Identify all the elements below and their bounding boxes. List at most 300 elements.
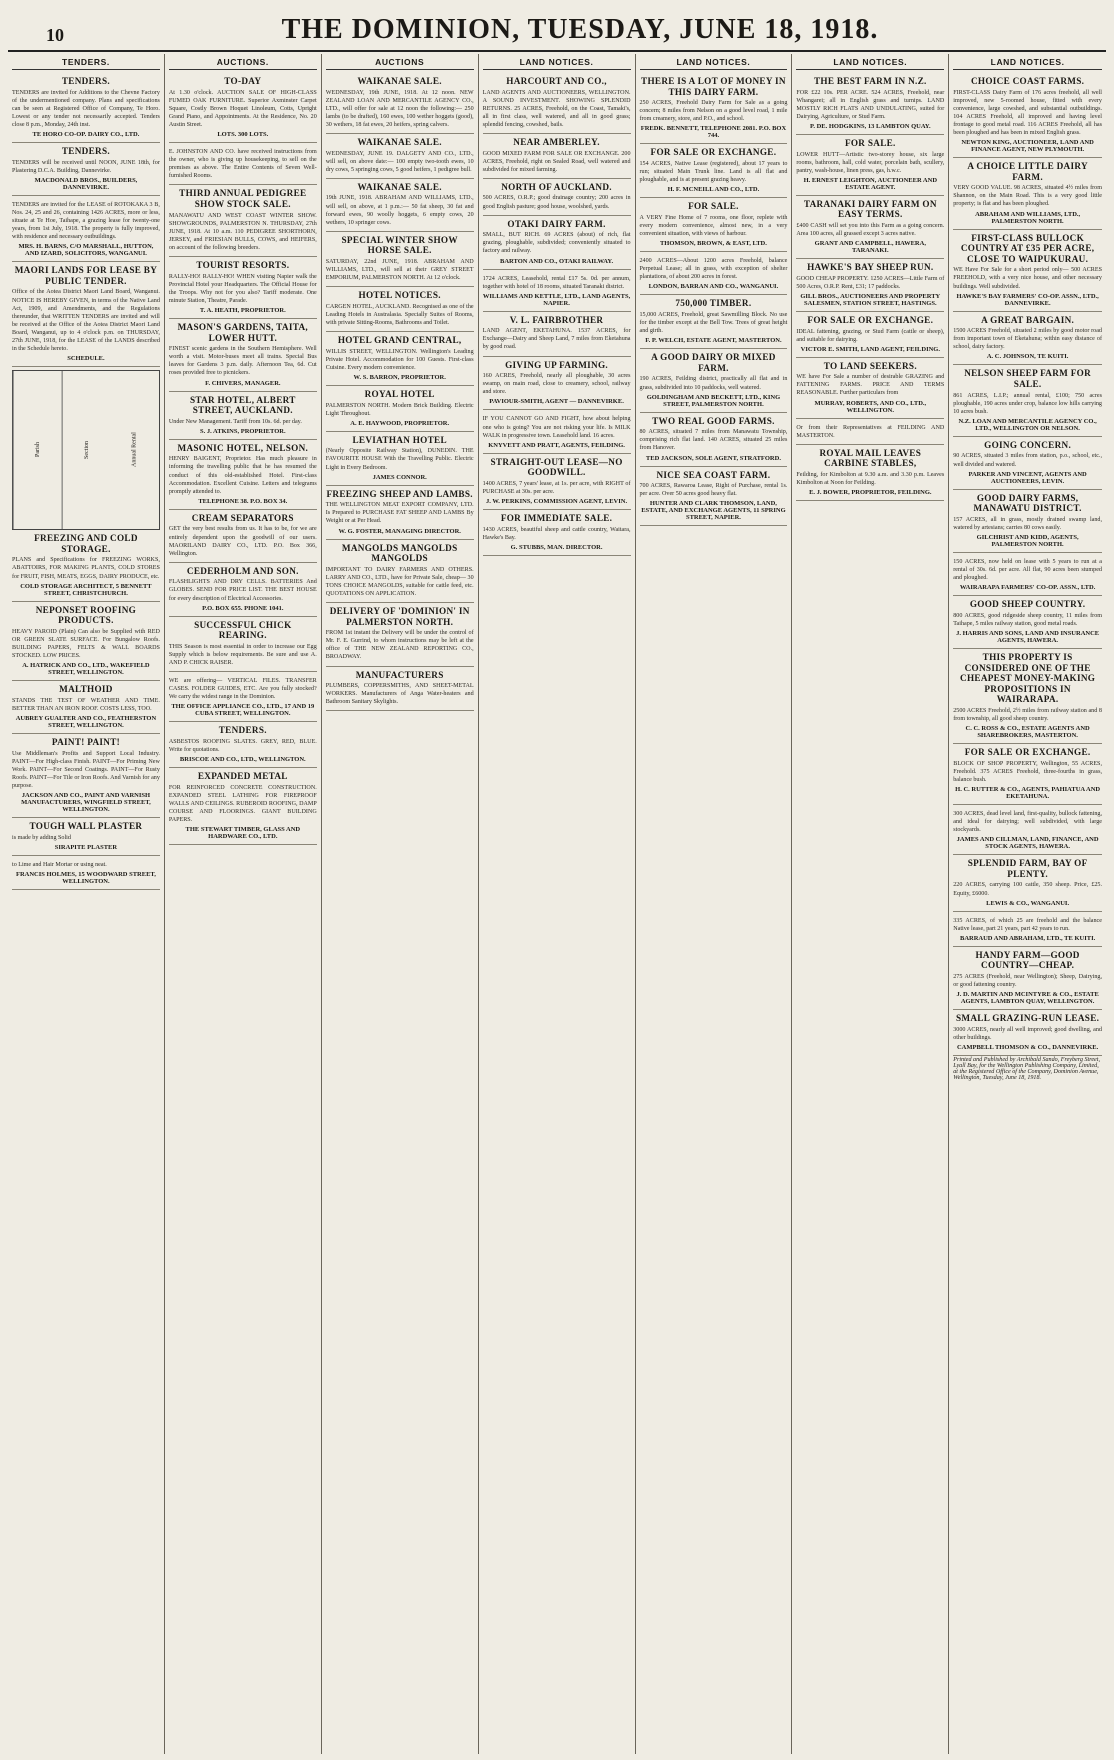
advertisement	[12, 734, 160, 818]
ad-body-text: BLOCK OF SHOP PROPERTY, Wellington, 55 ACRES, Freehold. 375 ACRES Freehold, three-fourths in grass, balance bush.	[953, 760, 1102, 783]
ad-title: DELIVERY OF 'DOMINION' IN PALMERSTON NORTH.	[329, 606, 470, 627]
ad-signature: NEWTON KING, AUCTIONEER, LAND AND FINANCE AGENT, NEW PLYMOUTH.	[961, 139, 1094, 154]
ad-body-text: E. JOHNSTON AND CO. have received instructions from the owner, who is giving up housekeeping, to sell on the premises as above. The Entire Contents of Seven Well-furnished Rooms.	[168, 149, 317, 180]
ad-body-text: CARGEN HOTEL, AUCKLAND. Recognised as one of the Leading Hotels in Australasia. Specially Suites of Rooms, with private Sitting-Rooms, Bathrooms and Toilet.	[325, 303, 474, 327]
advertisement	[169, 722, 317, 768]
ad-signature: T. A. HEATH, PROPRIETOR.	[199, 307, 286, 314]
advertisement	[169, 510, 317, 563]
ad-signature: THOMSON, BROWN, & EAST, LTD.	[659, 240, 767, 248]
column-heading: LAND NOTICES.	[796, 54, 944, 70]
advertisement	[169, 319, 317, 392]
ad-body-text: FOR REINFORCED CONCRETE CONSTRUCTION. EXPANDED STEEL LATHING FOR FIREPROOF WALLS AND CEILINGS. RUBEROID ROOFING, DAMP COURSE AND FLOORINGS. GIANT BUILDING PAPERS.	[168, 784, 317, 824]
ad-body-text: 861 ACRES, L.I.P.; annual rental, £100; 750 acres ploughable, 190 acres under crop, balance low hills carrying 10 acres bush.	[953, 392, 1102, 415]
ad-signature: ABRAHAM AND WILLIAMS, LTD., PALMERSTON NORTH.	[975, 210, 1081, 225]
ad-signature: FRANCIS HOLMES, 15 WOODWARD STREET, WELLINGTON.	[15, 870, 156, 885]
advertisement	[953, 437, 1102, 490]
ad-body-text: RALLY-HO! RALLY-HO! WHEN visiting Napier walk the Provincial Hotel your Headquarters. The Official House for the Troops. Why not for you also? Tariff moderate. One minute Station, Theatre, Parade.	[168, 273, 317, 304]
ad-title: LEVIATHAN HOTEL	[352, 434, 447, 445]
ad-title: TO-DAY	[224, 76, 262, 86]
ad-title: FREEZING AND COLD STORAGE.	[34, 533, 138, 554]
advertisement	[483, 134, 631, 179]
advertisement	[640, 73, 788, 144]
column-heading: LAND NOTICES.	[953, 54, 1102, 70]
advertisement	[326, 386, 474, 432]
ad-signature: S. J. ATKINS, PROPRIETOR.	[200, 427, 286, 435]
ad-body-text: 335 ACRES, of which 25 are freehold and the balance Native lease, part 21 years, part 42 years to run.	[953, 917, 1102, 932]
ad-signature: CAMPBELL THOMSON & CO., DANNEVIRKE.	[956, 1043, 1099, 1051]
advertisement	[953, 744, 1102, 805]
ad-title: FIRST-CLASS BULLOCK COUNTRY AT £35 PER ACRE, CLOSE TO WAIPUKURAU.	[960, 232, 1095, 264]
ad-title: SPECIAL WINTER SHOW HORSE SALE.	[341, 234, 458, 256]
ad-body-text: WEDNESDAY, 19th JUNE, 1918. At 12 noon. NEW ZEALAND LOAN AND MERCANTILE AGENCY CO., LTD., will offer for sale at 12 noon the following:— 250 lambs (to be drafted), 160 ewes, 100 wether hoggets (good), 30 wethers, 18 fat ewes, 20 heifers, spring calvers.	[325, 89, 474, 128]
schedule-table	[12, 370, 160, 530]
ad-body-text: IF YOU CANNOT GO AND FIGHT, how about helping one who is going? You are not risking your life. Is MILK WALK in progressive town. Leasehold land. 16 acres.	[482, 416, 631, 439]
ad-signature: GILL BROS., AUCTIONEERS AND PROPERTY SALESMEN, STATION STREET, HASTINGS.	[800, 292, 941, 307]
column-3	[322, 54, 479, 1754]
ad-signature: AUBREY GUALTER AND CO., FEATHERSTON STREET, WELLINGTON.	[15, 714, 157, 729]
ad-title: FOR SALE.	[688, 201, 739, 212]
advertisement	[796, 135, 944, 196]
advertisement	[953, 855, 1102, 911]
advertisement	[953, 649, 1102, 744]
column-heading: AUCTIONS	[326, 54, 474, 70]
ad-body-text: 250 ACRES, Freehold Dairy Farm for Sale as a going concern; 8 miles from Nelson on a good level road, 1 mile from creamery, store, and P.O., and school.	[639, 100, 788, 123]
ad-body-text: 2400 ACRES—About 1200 acres Freehold, balance Perpetual Lease; all in grass, with exception of shelter plantations, of about 200 acres in forest.	[639, 258, 788, 281]
column-1	[8, 54, 165, 1754]
newspaper-title: THE DOMINION, TUESDAY, JUNE 18, 1918.	[281, 14, 879, 45]
ad-signature: LONDON, BARRAN AND CO., WANGANUI.	[648, 283, 779, 291]
ad-body-text: Feilding, for Kimbolton at 9.30 a.m. and 3.30 p.m. Leaves Kimbolton at Noon for Feilding.	[796, 471, 945, 486]
ad-title: ROYAL HOTEL	[364, 389, 435, 400]
advertisement	[953, 596, 1102, 649]
ad-title: PAINT! PAINT!	[51, 736, 120, 747]
ad-signature: F. CHIVERS, MANAGER.	[205, 379, 281, 387]
ad-title: GOOD SHEEP COUNTRY.	[969, 599, 1086, 610]
ad-body-text: 300 ACRES, dead level land, first-quality, bullock fattening, and ideal for dairying; well subdivided, with large stockyards.	[953, 810, 1102, 834]
ad-title: MASON'S GARDENS, TAITA, LOWER HUTT.	[177, 322, 309, 343]
ad-body-text: FROM 1st instant the Delivery will be under the control of Mr. F. E. Gurrind, to whom instructions may be left at the office of THE NEW ZEALAND REPORTING CO., BROADWAY.	[325, 630, 474, 661]
ad-body-text: Use Middleman's Profits and Support Local Industry. PAINT—For High-class Finish. PAINT—For Priming New Work. PAINT—For Second Coatings. PAINT—For Rusty Roofs. PAINT—For Tile or Iron Roofs. And Varnish for any purpose.	[12, 750, 160, 789]
ad-title: MANGOLDS MANGOLDS MANGOLDS	[341, 542, 458, 564]
advertisement	[483, 410, 631, 453]
advertisement	[326, 486, 474, 540]
ad-title: A GOOD DAIRY OR MIXED FARM.	[651, 352, 776, 373]
advertisement	[640, 252, 788, 295]
ad-body-text: 1400 ACRES, 7 years' lease, at 1s. per acre, with RIGHT of PURCHASE at 30s. per acre.	[482, 480, 631, 495]
ad-signature: TED JACKSON, SOLE AGENT, STRATFORD.	[645, 454, 781, 462]
advertisement	[12, 602, 160, 682]
ad-title: HANDY FARM—GOOD COUNTRY—CHEAP.	[975, 949, 1080, 971]
ad-signature: PARKER AND VINCENT, AGENTS AND AUCTIONEERS, LEVIN.	[968, 470, 1087, 485]
ad-signature: MURRAY, ROBERTS, AND CO., LTD., WELLINGTON.	[814, 399, 927, 414]
ad-signature: F. P. WELCH, ESTATE AGENT, MASTERTON.	[645, 337, 782, 345]
advertisement	[796, 196, 944, 259]
advertisement	[169, 768, 317, 845]
ad-title: FOR SALE OR EXCHANGE.	[964, 747, 1091, 758]
advertisement	[953, 912, 1102, 947]
advertisement	[796, 445, 944, 501]
printer-imprint: Printed and Published by Archibald Sando, Freyberg Street, Lyall Bay, for the Wellington Publishing Company, Limited, at the Registered Office of the Company, Dominion Avenue, Wellington, Tuesday, June 18, 1918.	[953, 1056, 1100, 1081]
advertisement	[326, 232, 474, 287]
ad-body-text: VERY GOOD VALUE. 98 ACRES, situated 4½ miles from Shannon, on the Main Road. This is a very good little property; is flat and has been ploughed.	[953, 185, 1102, 208]
ad-body-text: 15,000 ACRES, Freehold, great Sawmilling Block. No use for the timber except at the Bell Tow. Trees of great height and girth.	[639, 312, 788, 335]
advertisement	[326, 540, 474, 604]
ad-title: STAR HOTEL, ALBERT STREET, AUCKLAND.	[189, 394, 296, 416]
schedule-column-header: Parish	[13, 371, 62, 529]
ad-title: FOR IMMEDIATE SALE.	[500, 513, 613, 524]
ad-title: FOR SALE.	[844, 137, 896, 148]
ad-signature: WILLIAMS AND KETTLE, LTD., LAND AGENTS, NAPIER.	[482, 292, 631, 307]
ad-body-text: 154 ACRES, Native Lease (registered), about 17 years to run; situated Main Trunk line. Land is all flat and ploughable, and is at present grazing heavy.	[639, 161, 788, 184]
ad-title: A CHOICE LITTLE DAIRY FARM.	[967, 161, 1088, 182]
ad-body-text: FOR £22 10s. PER ACRE. 524 ACRES, Freehold, near Whangarei; all in English grass and turnips. LAND MOSTLY RICH FLATS AND UNDULATING, suited for Dairying, Agriculture, or Stud Farm.	[796, 89, 945, 120]
ad-signature: HUNTER AND CLARK THOMSON, LAND, ESTATE, AND EXCHANGE AGENTS, 11 SPRING STREET, NAPIER.	[641, 500, 786, 522]
advertisement	[326, 603, 474, 667]
ad-body-text: At 1.30 o'clock. AUCTION SALE OF HIGH-CLASS FUMED OAK FURNITURE. Superior Axminster Carpet Square, Costly Brown Hoquet Linoleum, Cotts, Upright Grand Piano, and Appointments. At the Residence, No. 20 Austin Street.	[168, 89, 317, 128]
ad-signature: LOTS. 300 LOTS.	[217, 131, 269, 139]
ad-title: TENDERS.	[61, 146, 110, 157]
column-heading: LAND NOTICES.	[483, 54, 631, 70]
ad-body-text: IMPORTANT TO DAIRY FARMERS AND OTHERS. LARRY AND CO., LTD., have for Private Sale, cheap— 30 TONS CHOICE MANGOLDS, suitable for cattle feed, etc. QUOTATIONS ON APPLICATION.	[325, 566, 474, 597]
advertisement	[169, 257, 317, 319]
ad-signature: FREDK. BENNETT, TELEPHONE 2081. P.O. BOX 744.	[640, 125, 787, 140]
advertisement	[953, 312, 1102, 366]
ad-title: MALTHOID	[59, 684, 113, 695]
column-heading: TENDERS.	[12, 54, 160, 70]
advertisement	[169, 185, 317, 257]
advertisement	[169, 617, 317, 672]
ad-signature: HAWKE'S BAY FARMERS' CO-OP. ASSN., LTD., DANNEVIRKE.	[956, 292, 1099, 307]
ad-title: NEPONSET ROOFING PRODUCTS.	[35, 604, 137, 626]
ad-body-text: THIS Season is most essential in order to increase our Egg Supply which is below requirements. Be sure and use A. AND P. CHICK RAISER.	[168, 643, 317, 666]
ad-title: HARCOURT AND CO.,	[506, 76, 607, 86]
ad-signature: GILCHRIST AND KIDD, AGENTS, PALMERSTON NORTH.	[976, 534, 1079, 548]
advertisement	[483, 454, 631, 510]
ad-signature: C. C. ROSS & CO., ESTATE AGENTS AND SHAREBROKERS, MASTERTON.	[965, 725, 1090, 740]
ad-body-text: SATURDAY, 22nd JUNE, 1918. ABRAHAM AND WILLIAMS, LTD., will sell at their GREY STREET EMPORIUM, PALMERSTON NORTH. At 12 o'clock.	[325, 259, 474, 282]
ad-signature: MRS. H. BARNS, C/O MARSHALL, HUTTON, AND IZARD, SOLICITORS, WANGANUI.	[18, 243, 154, 258]
ad-signature: WAIRARAPA FARMERS' CO-OP. ASSN., LTD.	[959, 584, 1096, 592]
ad-signature: H. C. RUTTER & CO., AGENTS, PAHIATUA AND EKETAHUNA.	[955, 785, 1101, 800]
advertisement	[796, 259, 944, 312]
ad-title: GIVING UP FARMING.	[505, 359, 609, 370]
ad-signature: SIRAPITE PLASTER	[54, 843, 118, 851]
advertisement	[953, 230, 1102, 312]
advertisement	[953, 553, 1102, 596]
ad-body-text: 275 ACRES (Freehold, near Wellington); Sheep, Dairying, or good fattening country.	[953, 973, 1102, 989]
ad-title: HOTEL NOTICES.	[358, 290, 441, 301]
ad-body-text: 1500 ACRES Freehold, situated 2 miles by good motor road from important town of Eketahuna; within easy distance of school, dairy factory.	[953, 328, 1102, 351]
ad-title: TOURIST RESORTS.	[196, 260, 290, 271]
advertisement	[483, 270, 631, 312]
ad-title: TARANAKI DAIRY FARM ON EASY TERMS.	[803, 198, 937, 220]
ad-body-text: LAND AGENT, EKETAHUNA. 1537 ACRES, for Exchange—Dairy and Sheep Land, 7 miles from Eketahuna by good road.	[482, 328, 631, 351]
ad-signature: P.O. BOX 655. PHONE 1041.	[202, 604, 284, 612]
advertisement	[640, 144, 788, 198]
advertisement	[169, 73, 317, 143]
ad-title: WAIKANAE SALE.	[357, 76, 442, 86]
ad-title: SMALL GRAZING-RUN LEASE.	[955, 1013, 1100, 1024]
ad-title: TWO REAL GOOD FARMS.	[652, 415, 775, 426]
ad-title: NEAR AMBERLEY.	[513, 137, 600, 148]
ad-signature: A. C. JOHNSON, TE KUITI.	[986, 353, 1069, 361]
ad-signature: SCHEDULE.	[67, 355, 105, 363]
advertisement	[169, 672, 317, 722]
ad-body-text: Or from their Representatives at FEILDING AND MASTERTON.	[796, 424, 945, 439]
ad-signature: COLD STORAGE ARCHITECT, 5 BENNETT STREET, CHRISTCHURCH.	[20, 582, 152, 597]
ad-title: FOR SALE OR EXCHANGE.	[807, 314, 934, 325]
ad-title: HAWKE'S BAY SHEEP RUN.	[807, 262, 934, 273]
advertisement	[326, 73, 474, 134]
ad-title: CEDERHOLM AND SON.	[186, 565, 299, 576]
ad-title: GOING CONCERN.	[984, 439, 1072, 450]
ad-body-text: STANDS THE TEST OF WEATHER AND TIME. BETTER THAN AN IRON ROOF. COSTS LESS, TOO.	[12, 697, 160, 712]
ad-title: STRAIGHT-OUT LEASE—NO GOODWILL.	[490, 456, 623, 478]
advertisement	[169, 563, 317, 617]
advertisement	[326, 287, 474, 332]
advertisement	[483, 73, 631, 134]
ad-title: TENDERS.	[61, 76, 110, 86]
ad-title: THE BEST FARM IN N.Z.	[813, 76, 927, 86]
advertisement	[326, 432, 474, 486]
ad-body-text: 80 ACRES, situated 7 miles from Manawatu Township, comprising rich flat land. 140 ACRES, situated 25 miles from Hanover.	[639, 429, 788, 452]
ad-signature: BARRAUD AND ABRAHAM, LTD., TE KUITI.	[959, 934, 1096, 942]
advertisement	[796, 312, 944, 358]
ad-title: CHOICE COAST FARMS.	[970, 76, 1085, 86]
ad-title: MASONIC HOTEL, NELSON.	[177, 442, 309, 453]
ad-title: EXPANDED METAL	[197, 771, 288, 782]
ad-body-text: ASBESTOS ROOFING SLATES. GREY, RED, BLUE. Write for quotations.	[168, 738, 317, 754]
ad-body-text: 150 ACRES, now held on lease with 5 years to run at a rental of 30s. 6d. per acre. All flat, 90 acres been stumped and ploughed.	[953, 559, 1102, 582]
ad-body-text: 800 ACRES, good ridgeside sheep country, 11 miles from Taihape, 5 miles railway station, good metal roads.	[953, 612, 1102, 627]
ad-body-text: WEDNESDAY, JUNE 19. DALGETY AND CO., LTD., will sell, on above date:— 100 empty two-tooth ewes, 10 dry cows, 5 springing cows, 5 good heifers, 1 pedigree bull.	[325, 150, 474, 173]
ad-body-text: PLUMBERS, COPPERSMITHS, AND SHEET-METAL WORKERS. Manufacturers of Anga Water-heaters and Bathroom Sanitary Skylights.	[325, 683, 474, 706]
ad-body-text: TENDERS are invited for Additions to the Chevne Factory of the undermentioned company. Plans and specifications can be seen at Registered Office of Company, Te Horo. Lowest or any tender not necessarily accepted. Tenders close 8 p.m., Monday, 24th inst.	[12, 89, 160, 128]
ad-body-text: 3000 ACRES, nearly all well improved; good dwelling, and other buildings.	[953, 1026, 1102, 1041]
ad-title: TENDERS.	[218, 725, 267, 736]
ad-title: OTAKI DAIRY FARM.	[507, 218, 606, 229]
ad-signature: KNYVETT AND PRATT, AGENTS, FEILDING.	[488, 441, 625, 449]
ad-body-text: £400 CASH will set you into this Farm as a going concern. Area 100 acres, all grassed except 3 acres native.	[796, 222, 945, 238]
ad-body-text: WE have For Sale a number of desirable GRAZING and FATTENING FARMS. PRICE AND TERMS REASONABLE. Further particulars from	[796, 374, 945, 397]
advertisement	[953, 365, 1102, 436]
advertisement	[326, 134, 474, 179]
ad-body-text: WE are offering— VERTICAL FILES. TRANSFER CASES. FOLDER GUIDES, ETC. Are you fully stocked? We carry the widest range in the Dominion.	[168, 678, 317, 701]
advertisement	[796, 419, 944, 445]
ad-body-text: MANAWATU AND WEST COAST WINTER SHOW. SHOWGROUNDS, PALMERSTON N. THURSDAY, 27th JUNE, 1918. At 10 a.m. 110 PEDIGREE SHORTHORN, JERSEY, and FRIESIAN BULLS, COWS, and HEIFERS, on account of the following breeders.	[168, 212, 317, 251]
column-2	[165, 54, 322, 1754]
schedule-column-header: Annual Rental	[131, 432, 138, 468]
ad-body-text: IDEAL fattening, grazing, or Stud Farm (cattle or sheep), and suitable for dairying.	[796, 328, 945, 343]
ad-signature: J. W. PERKINS, COMMISSION AGENT, LEVIN.	[486, 498, 628, 506]
ad-title: THERE IS A LOT OF MONEY IN THIS DAIRY FARM.	[641, 76, 786, 97]
ad-body-text: (Nearly Opposite Railway Station), DUNEDIN. THE FAVOURITE HOUSE With the Travelling Public. Electric Light in Every Bedroom.	[325, 448, 474, 471]
advertisement	[326, 179, 474, 232]
ad-body-text: THE WELLINGTON MEAT EXPORT COMPANY, LTD. Is Prepared to PURCHASE FAT SHEEP AND LAMBS By Weight or at Per Head.	[325, 502, 474, 525]
ad-signature: E. J. BOWER, PROPRIETOR, FEILDING.	[809, 489, 932, 497]
ad-signature: H. ERNEST LEIGHTON, AUCTIONEER AND ESTATE AGENT.	[803, 176, 938, 191]
advertisement	[796, 73, 944, 135]
ad-signature: G. STUBBS, MAN. DIRECTOR.	[510, 543, 603, 551]
advertisement	[953, 158, 1102, 229]
advertisement	[12, 530, 160, 601]
advertisement	[12, 856, 160, 890]
ad-title: WAIKANAE SALE.	[357, 181, 442, 192]
ad-title: NORTH OF AUCKLAND.	[501, 181, 612, 192]
ad-title: MANUFACTURERS	[355, 669, 444, 680]
column-6	[792, 54, 949, 1754]
page-number: 10	[46, 25, 64, 45]
advertisement	[12, 818, 160, 856]
ad-body-text: 190 ACRES, Feilding district, practically all flat and in grass, subdivided into 10 paddocks, well watered.	[639, 376, 788, 391]
advertisement	[169, 440, 317, 510]
ad-signature: P. DE. HODGKINS, 13 LAMBTON QUAY.	[809, 122, 931, 130]
ad-body-text: GOOD CHEAP PROPERTY. 1250 ACRES—Little Farm of 500 Acres, O.R.P. Rent, £31; 17 paddocks.	[796, 275, 945, 290]
column-4	[479, 54, 636, 1754]
ad-body-text: FLASHLIGHTS AND DRY CELLS. BATTERIES And GLOBES. SEND FOR PRICE LIST. THE BEST HOUSE for every description of Electrical Accessories.	[168, 579, 317, 602]
advertisement	[953, 1010, 1102, 1056]
ad-body-text: 500 ACRES, O.R.P.; good drainage country; 200 acres in good English pasture; good house, woolshed, yards.	[482, 195, 631, 210]
advertisement	[326, 332, 474, 386]
ad-body-text: is made by adding Solid	[12, 834, 71, 841]
ad-body-text: HENRY BAIGENT, Proprietor. Has much pleasure in informing the travelling public that he has resumed the conduct of this old-established Hotel. First-class Accommodation. Excellent Cuisine. Letters and telegrams promptly attended to.	[168, 456, 317, 495]
ad-signature: J. D. MARTIN AND MCINTYRE & CO., ESTATE AGENTS, LAMBTON QUAY, WELLINGTON.	[956, 991, 1099, 1006]
ad-signature: BARTON AND CO., OTAKI RAILWAY.	[499, 257, 614, 265]
ad-signature: TE HORO CO-OP. DAIRY CO., LTD.	[32, 131, 140, 139]
ad-title: GOOD DAIRY FARMS, MANAWATU DISTRICT.	[973, 492, 1082, 514]
ad-signature: PAVIOUR-SMITH, AGENT — DANNEVIRKE.	[489, 398, 624, 406]
ad-title: TO LAND SEEKERS.	[823, 360, 917, 371]
ad-body-text: 160 ACRES, Freehold, nearly all ploughable, 30 acres swamp, on main road, close to creamery, school, railway and store.	[482, 373, 631, 396]
ad-signature: GRANT AND CAMPBELL, HAWERA, TARANAKI.	[814, 240, 926, 255]
advertisement	[953, 805, 1102, 855]
ad-signature: THE STEWART TIMBER, GLASS AND HARDWARE CO., LTD.	[185, 826, 301, 841]
advertisement	[12, 143, 160, 196]
ad-body-text: TENDERS are invited for the LEASE of ROTOKAKA 3 B, Nos. 24, 25 and 26, containing 1426 ACRES, more or less, situate at Te Hoe, Taihape, a grazing lease for twenty-one years, from 1st July, 1918. The property is fully improved, with residence and necessary outbuildings.	[12, 201, 160, 241]
ad-body-text: 1430 ACRES, beautiful sheep and cattle country, Waitara, Hawke's Bay.	[482, 526, 631, 541]
ad-signature: H. F. MCNEILL AND CO., LTD.	[667, 186, 760, 194]
advertisement	[12, 681, 160, 734]
ad-title: HOTEL GRAND CENTRAL,	[337, 335, 462, 346]
ad-signature: JACKSON AND CO., PAINT AND VARNISH MANUFACTURERS, WINGFIELD STREET, WELLINGTON.	[21, 791, 151, 813]
ad-body-text: WILLIS STREET, WELLINGTON. Wellington's Leading Private Hotel. Accommodation for 100 Guests. First-class Cuisine. Every modern convenience.	[325, 348, 474, 371]
ad-body-text: 1724 ACRES, Leasehold, rental £17 5s. 0d. per annum, together with hotel of 18 rooms, situated Taranaki district.	[482, 275, 631, 290]
advertisement	[326, 667, 474, 712]
ad-body-text: 90 ACRES, situated 3 miles from station, p.o., school, etc., well divided and watered.	[953, 453, 1102, 468]
advertisement	[169, 143, 317, 185]
advertisement	[796, 358, 944, 419]
column-7	[949, 54, 1106, 1754]
ad-body-text: 19th JUNE, 1918. ABRAHAM AND WILLIAMS, LTD., will sell, on above, at 1 p.m.:— 50 fat sheep, 30 fat and forward ewes, 90 woolly hoggets, 6 empty cows, 20 wethers, 10 springer cows.	[325, 195, 474, 226]
ad-signature: N.Z. LOAN AND MERCANTILE AGENCY CO., LTD., WELLINGTON OR NELSON.	[958, 417, 1097, 432]
advertisement	[483, 179, 631, 216]
ad-signature: A. E. HAYWOOD, PROPRIETOR.	[350, 419, 450, 427]
advertisement	[483, 312, 631, 357]
ad-title: SUCCESSFUL CHICK REARING.	[194, 619, 292, 641]
ad-body-text: Office of the Aotea District Maori Land Board, Wanganui. NOTICE IS HEREBY GIVEN, in terms of the Native Land Act, 1909, and Amendments, and the Regulations thereunder, that WRITTEN TENDERS are invited and will be received at the Office of the Aotea District Maori Land Board, Wanganui, up to 4 o'clock p.m. on THURSDAY, 27th JUNE, 1918, for the LEASE of the LANDS described in the Schedule hereto.	[12, 289, 160, 353]
ad-title: MAORI LANDS FOR LEASE BY PUBLIC TENDER.	[14, 265, 158, 286]
ad-signature: W. S. BARRON, PROPRIETOR.	[353, 374, 446, 382]
advertisement	[953, 490, 1102, 553]
column-heading: LAND NOTICES.	[640, 54, 788, 70]
column-heading: AUCTIONS.	[169, 54, 317, 70]
ad-body-text: HEAVY PAROID (Plain) Can also be Supplied with RED OR GREEN SLATE SURFACE. For Bungalow Roofs. BUILDING PAPERS, FELTS & WALL BOARDS STOCKED. LOW PRICES.	[12, 628, 160, 660]
ad-signature: VICTOR E. SMITH, LAND AGENT, FEILDING.	[800, 345, 940, 353]
ad-title: TOUGH WALL PLASTER	[29, 820, 143, 831]
ad-body-text: PLANS and Specifications for FREEZING WORKS, ABATTOIRS, FOR MAKING PLANTS, COLD STORES for FRUIT, FISH, MEATS, EGGS, DAIRY PRODUCE, etc.	[12, 557, 160, 580]
ad-body-text: TENDERS will be received until NOON, JUNE 18th, for Plastering D.C.A. Building, Dannevirke.	[12, 159, 160, 174]
ad-body-text: A VERY Fine Home of 7 rooms, one floor, replete with every modern convenience, almost new, in a very convenient situation, with views of harbour.	[639, 214, 788, 238]
advertisement	[640, 295, 788, 349]
ad-body-text: Under New Management. Tariff from 10s. 6d. per day.	[168, 418, 302, 425]
ad-signature: BRISCOE AND CO., LTD., WELLINGTON.	[179, 756, 306, 764]
ad-body-text: FIRST-CLASS Dairy Farm of 176 acres freehold, all well improved, new 5-roomed house, fitted with every convenience, large cowshed, and substantial outbuildings. 104 ACRES Freehold, all improved and having level frontage to good metal road. 116 ACRES Freehold, all has been ploughed and has been in mixed English grass.	[953, 89, 1102, 137]
advertisement	[640, 349, 788, 412]
ad-title: WAIKANAE SALE.	[357, 137, 442, 148]
ad-body-text: SMALL, BUT RICH. 69 ACRES (about) of rich, flat grazing, ploughable, subdivided; conveniently situated to factory and railway.	[482, 232, 631, 255]
advertisement	[953, 947, 1102, 1010]
ad-title: NELSON SHEEP FARM FOR SALE.	[964, 368, 1092, 390]
ad-signature: J. HARRIS AND SONS, LAND AND INSURANCE AGENTS, HAWERA.	[956, 630, 1100, 645]
ad-signature: LEWIS & CO., WANGANUI.	[986, 899, 1070, 907]
ad-title: CREAM SEPARATORS	[191, 512, 294, 523]
ad-title: SPLENDID FARM, BAY OF PLENTY.	[967, 858, 1088, 879]
ad-body-text: WE Have For Sale for a short period only— 500 ACRES FREEHOLD, with a very nice house, and other necessary buildings. Well subdivided.	[953, 267, 1102, 290]
ad-signature: JAMES AND CILLMAN, LAND, FINANCE, AND STOCK AGENTS, HAWERA.	[956, 836, 1099, 851]
ad-title: THIRD ANNUAL PEDIGREE SHOW STOCK SALE.	[179, 188, 307, 209]
ad-title: FOR SALE OR EXCHANGE.	[650, 147, 777, 158]
schedule-column-header: Section	[62, 371, 111, 529]
advertisement	[169, 392, 317, 440]
advertisement	[483, 510, 631, 556]
ad-signature: THE OFFICE APPLIANCE CO., LTD., 17 AND 19 CUBA STREET, WELLINGTON.	[171, 703, 315, 718]
ad-body-text: LOWER HUTT—Artistic two-storey house, six large rooms, bathroom, hall, cold water, porcelain bath, scullery, pantry, wash-house, linen press, gas, h.w.c.	[796, 151, 945, 174]
ad-signature: TELEPHONE 38. P.O. BOX 34.	[198, 497, 288, 505]
ad-title: FREEZING SHEEP AND LAMBS.	[326, 488, 473, 499]
ad-body-text: LAND AGENTS AND AUCTIONEERS, WELLINGTON. A SOUND INVESTMENT. SHOWING SPLENDID RETURNS. 25 ACRES, Freehold, on the Coast, Tamaki's, all in first class, well watered, and all in good grass; splendid fencing, cowshed, bails.	[482, 89, 631, 128]
ad-signature: W. G. FOSTER, MANAGING DIRECTOR.	[338, 527, 461, 535]
ad-body-text: 220 ACRES, carrying 100 cattle, 350 sheep. Price, £25. Equity, £6000.	[953, 882, 1102, 897]
column-5	[636, 54, 793, 1754]
ad-title: NICE SEA COAST FARM.	[656, 469, 771, 480]
advertisement	[640, 467, 788, 527]
masthead	[8, 6, 1106, 52]
ad-title: V. L. FAIRBROTHER	[509, 314, 604, 325]
ad-body-text: to Lime and Hair Mortar or using neat.	[12, 861, 107, 868]
advertisement	[12, 73, 160, 143]
advertisement	[640, 198, 788, 252]
ad-title: 750,000 TIMBER.	[675, 298, 752, 309]
ad-title: ROYAL MAIL LEAVES CARBINE STABLES,	[819, 447, 922, 469]
advertisement	[483, 357, 631, 411]
advertisement	[12, 196, 160, 262]
ad-signature: JAMES CONNOR.	[372, 473, 427, 481]
ad-signature: MACDONALD BROS., BUILDERS, DANNEVIRKE.	[34, 176, 138, 191]
advertisement	[640, 413, 788, 467]
column-container	[8, 54, 1106, 1754]
ad-signature: GOLDINGHAM AND BECKETT, LTD., KING STREET, PALMERSTON NORTH.	[646, 393, 781, 408]
ad-body-text: 2500 ACRES Freehold, 2½ miles from railway station and 8 from township, all good sheep country.	[953, 707, 1102, 723]
advertisement	[12, 262, 160, 367]
ad-title: A GREAT BARGAIN.	[981, 314, 1075, 325]
advertisement	[483, 216, 631, 270]
ad-title: THIS PROPERTY IS CONSIDERED ONE OF THE CHEAPEST MONEY-MAKING PROPOSITIONS IN WAIRARAPA.	[960, 652, 1096, 705]
ad-body-text: FINEST scenic gardens in the Southern Hemisphere. Well worth a visit. Motor-buses meet all trains. Special Bus leaves for Gardens 3 p.m. daily. Afternoon Tea, 6d. Cut roses provided free to picnickers.	[168, 346, 317, 377]
ad-body-text: 700 ACRES, Rawaroa Lease, Right of Purchase, rental 1s. per acre. Over 50 acres good heavy flat.	[639, 483, 788, 498]
ad-body-text: GOOD MIXED FARM FOR SALE OR EXCHANGE. 200 ACRES, Freehold, right on Sealed Road, well watered and subdivided for mixed farming.	[482, 150, 631, 173]
ad-body-text: 157 ACRES, all in grass, mostly drained swamp land, watered by artesians; carries 80 cows easily.	[953, 516, 1102, 531]
ad-body-text: GET the very best results from us. It has to be, for we are entirely dependent upon the goodwill of our users. MAORILAND DAIRY CO., LTD. P.O. Box 366, Wellington.	[168, 526, 317, 557]
